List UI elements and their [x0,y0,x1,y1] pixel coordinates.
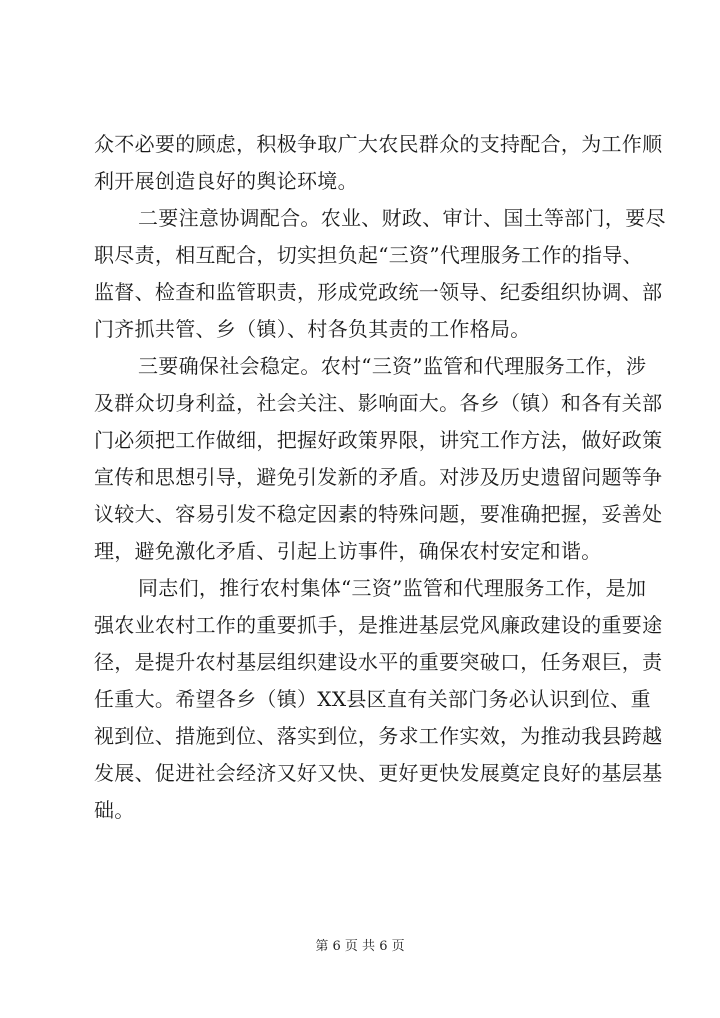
text-line: 门齐抓共管、乡（镇）、村各负其责的工作格局。 [94,317,531,341]
text-line: 强农业农村工作的重要抓手，是推进基层党风廉政建设的重要途 [94,613,663,637]
text-line: 职尽责，相互配合，切实担负起“三资”代理服务工作的指导、 [94,243,643,267]
text-line: 视到位、措施到位、落实到位，务求工作实效，为推动我县跨越 [94,724,663,748]
text-line: 理，避免激化矛盾、引起上访事件，确保农村安定和谐。 [94,539,602,563]
paragraph-3 [94,348,663,570]
text-line: 径，是提升农村基层组织建设水平的重要突破口，任务艰巨，责 [94,650,663,674]
text-line: 众不必要的顾虑，积极争取广大农民群众的支持配合，为工作顺 [94,132,663,156]
text-line: 三要确保社会稳定。农村“三资”监管和代理服务工作，涉 [138,354,647,378]
paragraph-2 [94,200,666,348]
text-line: 利开展创造良好的舆论环境。 [94,169,358,193]
text-line: 监督、检查和监管职责，形成党政统一领导、纪委组织协调、部 [94,280,663,304]
page-number-footer: 第 6 页 共 6 页 [315,939,405,954]
text-line: 门必须把工作做细，把握好政策界限，讲究工作方法，做好政策 [94,428,663,452]
text-line: 二要注意协调配合。农业、财政、审计、国土等部门，要尽 [138,206,666,230]
text-line: 及群众切身利益，社会关注、影响面大。各乡（镇）和各有关部 [94,391,663,415]
text-line: 发展、促进社会经济又好又快、更好更快发展奠定良好的基层基 [94,761,663,785]
text-line: 础。 [94,798,135,822]
text-line: 同志们，推行农村集体“三资”监管和代理服务工作，是加 [138,576,647,600]
document-body [94,126,666,829]
text-line: 任重大。希望各乡（镇）XX县区直有关部门务必认识到位、重 [94,687,651,711]
text-line: 议较大、容易引发不稳定因素的特殊问题，要准确把握，妥善处 [94,502,663,526]
paragraph-4 [94,570,663,829]
text-line: 宣传和思想引导，避免引发新的矛盾。对涉及历史遗留问题等争 [94,465,663,489]
paragraph-1 [94,126,663,200]
